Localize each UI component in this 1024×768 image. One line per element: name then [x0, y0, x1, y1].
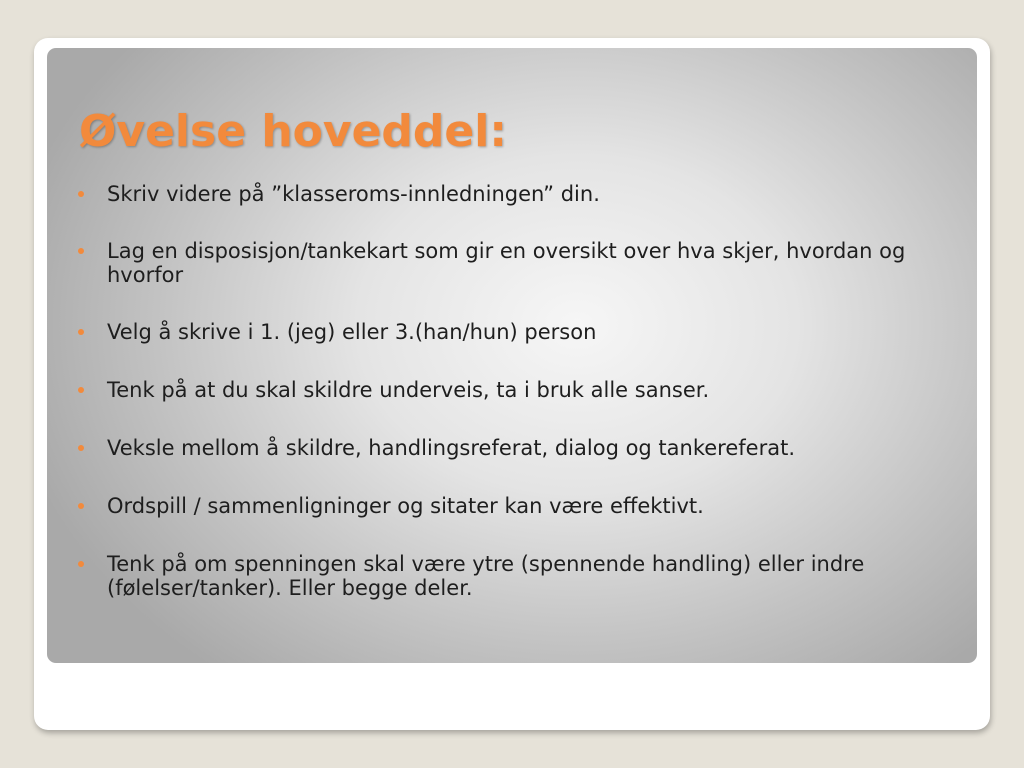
- slide-title: Øvelse hoveddel:: [79, 106, 507, 157]
- bullet-text: Veksle mellom å skildre, handlingsreferat, dialog og tankereferat.: [107, 436, 795, 460]
- bullet-dot-icon: [78, 445, 84, 451]
- bullet-item: [75, 320, 965, 344]
- bullet-item: [75, 182, 965, 206]
- bullet-dot-icon: [78, 248, 84, 254]
- bullet-text: Lag en disposisjon/tankekart som gir en oversikt over hva skjer, hvordan og hvorfor: [107, 239, 906, 287]
- slide-content-panel: [47, 48, 977, 663]
- bullet-item: [75, 494, 965, 518]
- bullet-text: Tenk på om spenningen skal være ytre (spennende handling) eller indre (følelser/tanker). Eller begge deler.: [107, 552, 865, 600]
- bullet-item: [75, 436, 965, 460]
- bullet-dot-icon: [78, 329, 84, 335]
- bullet-dot-icon: [78, 561, 84, 567]
- bullet-item: [75, 378, 965, 402]
- bullet-text: Velg å skrive i 1. (jeg) eller 3.(han/hun) person: [107, 320, 597, 344]
- bullet-text: Tenk på at du skal skildre underveis, ta i bruk alle sanser.: [107, 378, 710, 402]
- bullet-dot-icon: [78, 191, 84, 197]
- bullet-text: Ordspill / sammenligninger og sitater kan være effektivt.: [107, 494, 704, 518]
- bullet-dot-icon: [78, 503, 84, 509]
- bullet-dot-icon: [78, 387, 84, 393]
- bullet-item: [75, 239, 965, 287]
- bullet-item: [75, 552, 965, 600]
- bullet-text: Skriv videre på ”klasseroms-innledningen” din.: [107, 182, 600, 206]
